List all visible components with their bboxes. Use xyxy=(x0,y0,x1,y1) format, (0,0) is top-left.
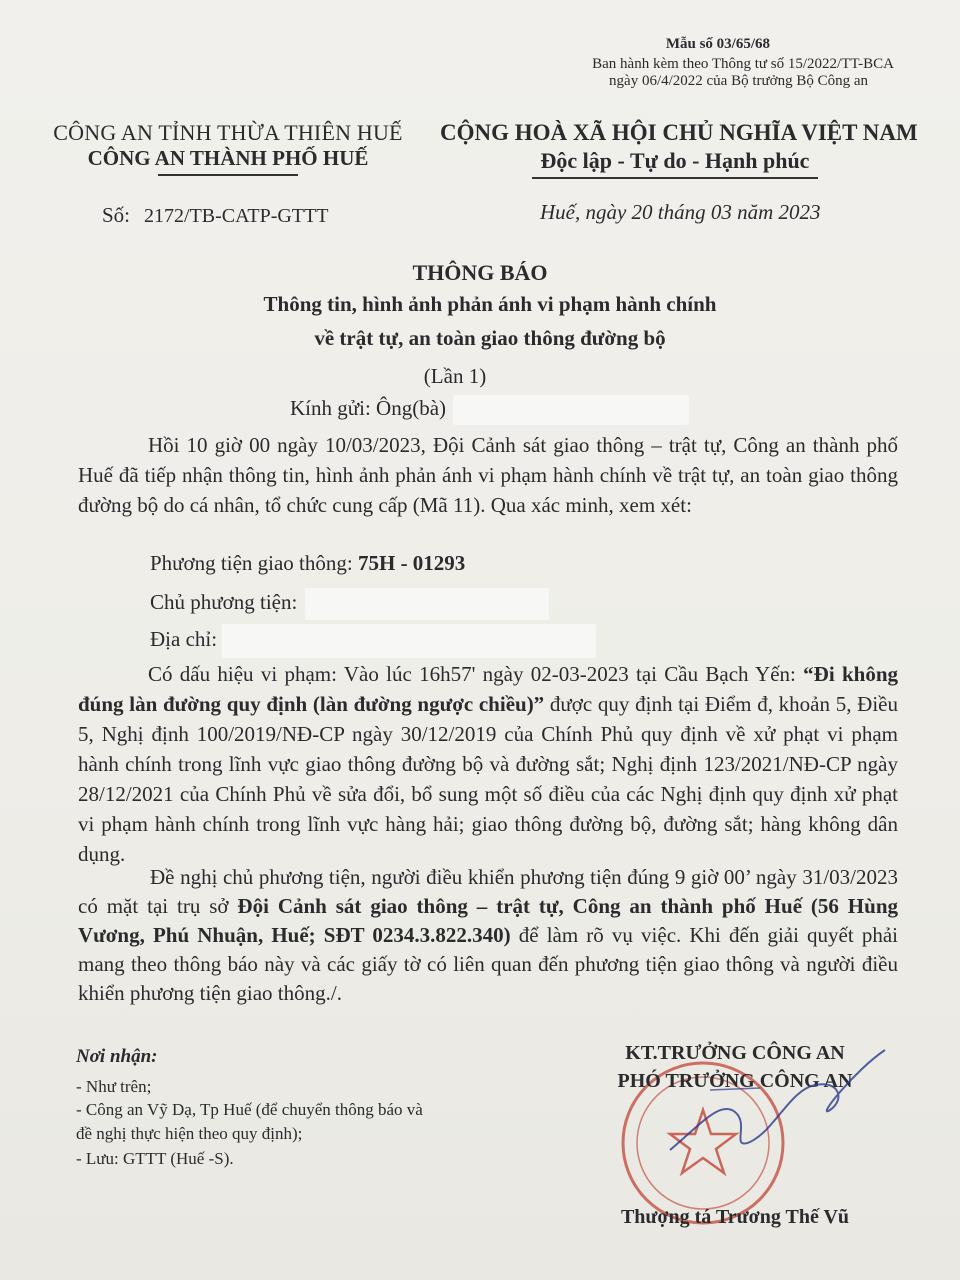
vehicle-line xyxy=(150,551,465,576)
owner-line xyxy=(150,588,549,620)
document-number xyxy=(102,203,328,228)
owner-label: Chủ phương tiện: xyxy=(150,589,298,614)
address-redaction xyxy=(222,624,596,658)
national-header xyxy=(440,120,918,179)
agency-underline xyxy=(158,174,298,176)
violation-description: “Đi không đúng làn đường quy định (làn đường ngược chiều)” xyxy=(78,662,898,716)
paragraph-violation xyxy=(78,659,898,869)
attempt-number: (Lần 1) xyxy=(423,364,487,388)
vehicle-label: Phương tiện giao thông: xyxy=(150,551,358,575)
form-number: Mẫu số 03/65/68 xyxy=(665,36,770,52)
address-label: Địa chỉ: xyxy=(150,626,218,651)
motto-underline xyxy=(532,177,818,179)
paragraph-intro: Hồi 10 giờ 00 ngày 10/03/2023, Đội Cảnh sát giao thông – trật tự, Công an thành phố Huế đã tiếp nhận thông tin, hình ảnh phản ánh vi phạm hành chính về trật tự, an toàn giao thông đường bộ do cá nhân, tổ chức cung cấp (Mã 11). Qua xác minh, xem xét: xyxy=(78,433,898,517)
recipient-item: - Lưu: GTTT (Huế -S). xyxy=(76,1149,234,1168)
document-number-value: 2172/TB-CATP-GTTT xyxy=(144,205,329,227)
issuing-agency xyxy=(42,120,414,176)
recipient-item: - Công an Vỹ Dạ, Tp Huế (để chuyển thông báo và xyxy=(76,1100,423,1119)
agency-name: CÔNG AN THÀNH PHỐ HUẾ xyxy=(87,146,369,170)
nation-name: CỘNG HOÀ XÃ HỘI CHỦ NGHĨA VIỆT NAM xyxy=(440,120,918,145)
signer-name: Thượng tá Trương Thế Vũ xyxy=(620,1206,850,1228)
addressee-label: Kính gửi: Ông(bà) xyxy=(290,395,447,420)
recipient-item: đề nghị thực hiện theo quy định); xyxy=(76,1124,303,1143)
place-date: Huế, ngày 20 tháng 03 năm 2023 xyxy=(540,200,821,224)
signature-title-line-1: KT.TRƯỞNG CÔNG AN xyxy=(625,1042,845,1064)
parent-agency: CÔNG AN TỈNH THỪA THIÊN HUẾ xyxy=(53,120,403,145)
addressee xyxy=(290,395,689,425)
nation-motto: Độc lập - Tự do - Hạnh phúc xyxy=(540,148,810,173)
recipient-item: - Như trên; xyxy=(76,1077,152,1096)
address-line xyxy=(150,624,596,658)
recipients-heading: Nơi nhận: xyxy=(76,1046,158,1067)
request-intro: Đề nghị chủ phương tiện, người điều khiển phương tiện đúng 9 giờ 00’ ngày 31/03/2023 có mặt tại trụ sở xyxy=(78,865,898,918)
form-issued-line-2: ngày 06/4/2022 của Bộ trưởng Bộ Công an xyxy=(609,73,868,89)
handwritten-signature xyxy=(640,1030,900,1190)
title-line-1: Thông tin, hình ảnh phản ánh vi phạm hành chính xyxy=(263,292,717,316)
violation-legal-basis: được quy định tại Điểm đ, khoản 5, Điều 5, Nghị định 100/2019/NĐ-CP ngày 30/12/2019 của Chính Phủ quy định về xử phạt vi phạm hành chính trong lĩnh vực giao thông đường bộ và đường sắt; Nghị định 123/2021/NĐ-CP ngày 28/12/2021 của Chính Phủ về sửa đổi, bổ sung một số điều của các Nghị định quy định xử phạt vi phạm hành chính trong lĩnh vực hàng hải; giao thông đường bộ, đường sắt; hàng không dân dụng. xyxy=(78,692,898,866)
signature-title-line-2: PHÓ TRƯỞNG CÔNG AN xyxy=(617,1070,853,1092)
request-office: Đội Cảnh sát giao thông – trật tự, Công an thành phố Huế (56 Hùng Vương, Phú Nhuận, Huế; SĐT 0234.3.822.340) xyxy=(78,894,899,947)
vehicle-plate: 75H - 01293 xyxy=(357,551,466,575)
addressee-redaction xyxy=(453,395,689,425)
form-issued-line-1: Ban hành kèm theo Thông tư số 15/2022/TT-BCA xyxy=(592,56,894,72)
paragraph-request xyxy=(78,863,898,1008)
request-instructions: để làm rõ vụ việc. Khi đến giải quyết phải mang theo thông báo này và các giấy tờ có liên quan đến phương tiện giao thông và người điều khiển phương tiện giao thông./. xyxy=(78,923,898,1005)
owner-redaction xyxy=(305,588,549,620)
document-number-label: Số: xyxy=(102,203,131,227)
title-line-2: về trật tự, an toàn giao thông đường bộ xyxy=(314,326,666,350)
document-title: THÔNG BÁO xyxy=(412,260,548,285)
violation-intro: Có dấu hiệu vi phạm: Vào lúc 16h57' ngày 02-03-2023 tại Cầu Bạch Yến: xyxy=(148,662,804,686)
